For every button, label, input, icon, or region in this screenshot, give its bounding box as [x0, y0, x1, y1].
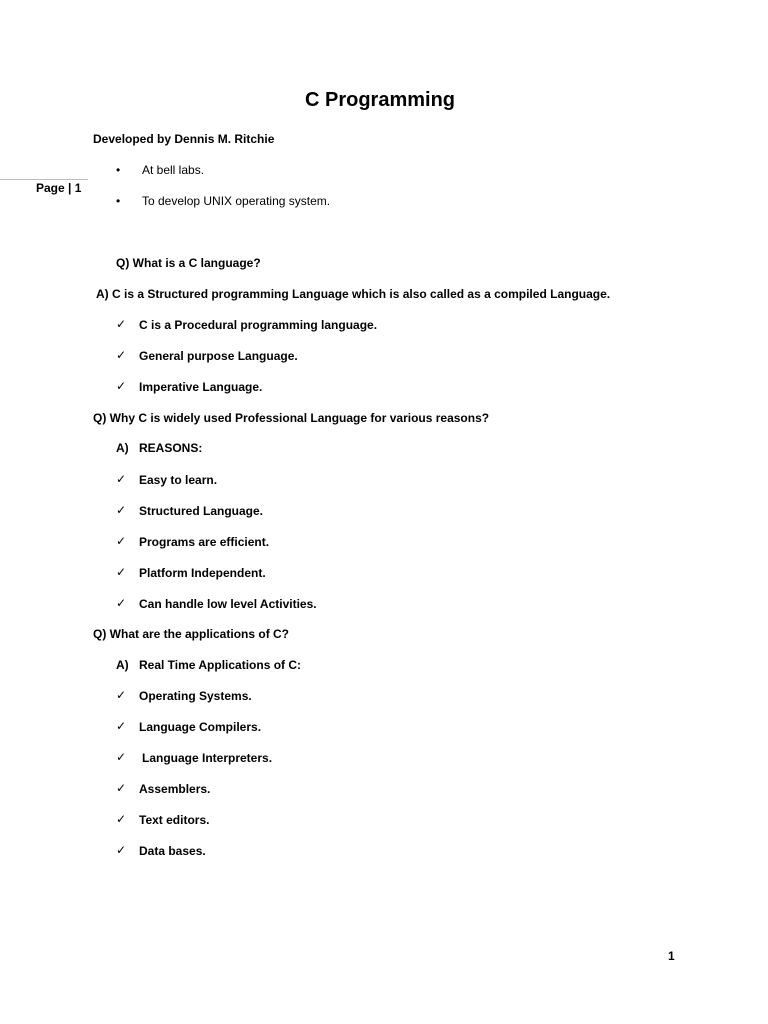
answer-2-marker: A)	[116, 441, 129, 455]
check-icon: ✓	[116, 812, 127, 826]
check-icon: ✓	[116, 596, 127, 610]
answer-3-heading: Real Time Applications of C:	[139, 658, 302, 672]
answer-3-marker: A)	[116, 658, 129, 672]
answer-2-heading: REASONS:	[139, 441, 203, 455]
check-icon: ✓	[116, 379, 127, 393]
q3-point-4: Assemblers.	[139, 782, 211, 796]
check-icon: ✓	[116, 843, 127, 857]
q2-point-3: Programs are efficient.	[139, 535, 270, 549]
check-icon: ✓	[116, 781, 127, 795]
bullet-icon: •	[116, 194, 121, 208]
q1-point-2: General purpose Language.	[139, 349, 298, 363]
q2-point-4: Platform Independent.	[139, 566, 266, 580]
check-icon: ✓	[116, 565, 127, 579]
check-icon: ✓	[116, 719, 127, 733]
check-icon: ✓	[116, 472, 127, 486]
intro-bullet-2: To develop UNIX operating system.	[142, 194, 331, 208]
check-icon: ✓	[116, 317, 127, 331]
q1-point-3: Imperative Language.	[139, 380, 263, 394]
q3-point-2: Language Compilers.	[139, 720, 262, 734]
q3-point-6: Data bases.	[139, 844, 206, 858]
page-margin-rule	[0, 179, 88, 180]
check-icon: ✓	[116, 348, 127, 362]
answer-1: A) C is a Structured programming Language which is also called as a compiled Language.	[96, 287, 611, 301]
bullet-icon: •	[116, 163, 121, 177]
intro-bullet-1: At bell labs.	[142, 163, 205, 177]
q3-point-1: Operating Systems.	[139, 689, 252, 703]
check-icon: ✓	[116, 534, 127, 548]
page-margin-label: Page | 1	[36, 181, 82, 195]
q3-point-5: Text editors.	[139, 813, 210, 827]
q2-point-5: Can handle low level Activities.	[139, 597, 317, 611]
developed-by-line: Developed by Dennis M. Ritchie	[93, 132, 275, 146]
question-1: Q) What is a C language?	[116, 256, 261, 270]
q3-point-3: Language Interpreters.	[142, 751, 273, 765]
q1-point-1: C is a Procedural programming language.	[139, 318, 378, 332]
question-2: Q) Why C is widely used Professional Language for various reasons?	[93, 411, 490, 425]
page-title: C Programming	[304, 89, 456, 111]
check-icon: ✓	[116, 503, 127, 517]
q2-point-1: Easy to learn.	[139, 473, 218, 487]
question-3: Q) What are the applications of C?	[93, 627, 290, 641]
check-icon: ✓	[116, 750, 127, 764]
footer-page-number: 1	[668, 949, 675, 963]
q2-point-2: Structured Language.	[139, 504, 264, 518]
check-icon: ✓	[116, 688, 127, 702]
